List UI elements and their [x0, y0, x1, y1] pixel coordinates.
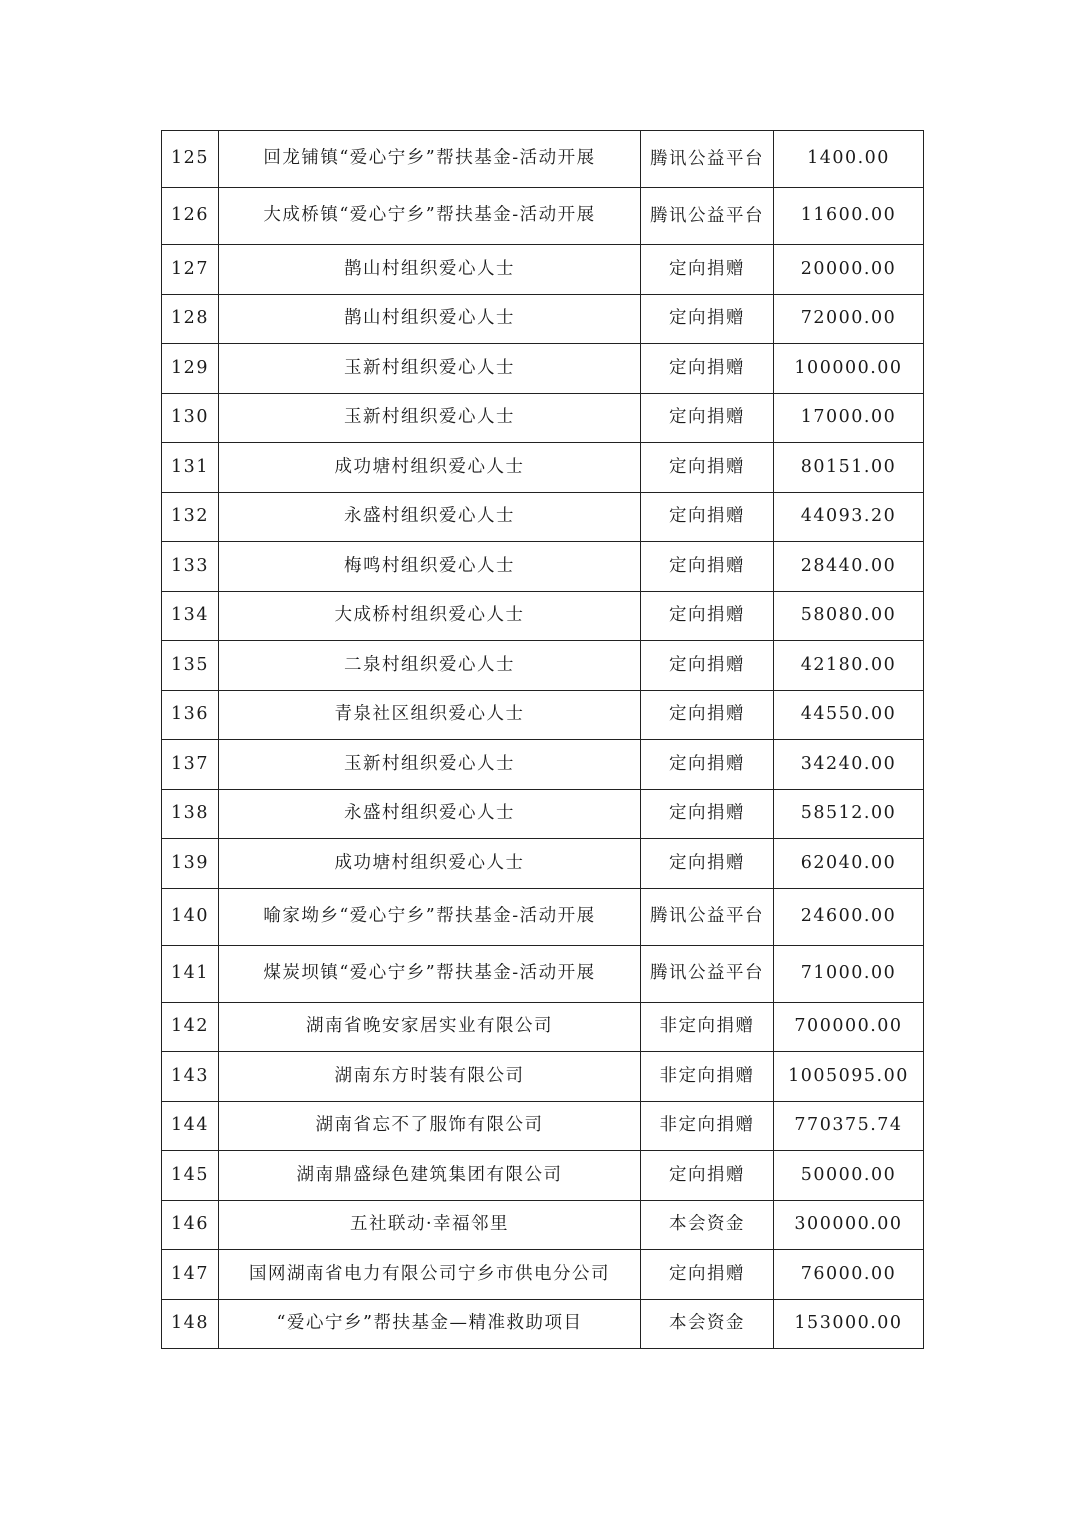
amount: 17000.00	[774, 393, 924, 443]
project-name: 永盛村组织爱心人士	[219, 492, 641, 542]
donation-table	[161, 130, 924, 1349]
row-number: 141	[162, 945, 219, 1002]
project-name: 梅鸣村组织爱心人士	[219, 542, 641, 592]
amount: 44550.00	[774, 690, 924, 740]
project-name: 湖南鼎盛绿色建筑集团有限公司	[219, 1151, 641, 1201]
row-number: 137	[162, 740, 219, 790]
table-row	[162, 294, 924, 344]
project-name: 回龙铺镇“爱心宁乡”帮扶基金-活动开展	[219, 131, 641, 188]
row-number: 146	[162, 1200, 219, 1250]
amount: 28440.00	[774, 542, 924, 592]
row-number: 131	[162, 443, 219, 493]
row-number: 145	[162, 1151, 219, 1201]
project-name: 鹊山村组织爱心人士	[219, 294, 641, 344]
row-number: 132	[162, 492, 219, 542]
row-number: 148	[162, 1299, 219, 1349]
row-number: 127	[162, 245, 219, 295]
row-number: 147	[162, 1250, 219, 1300]
project-name: 鹊山村组织爱心人士	[219, 245, 641, 295]
table-row	[162, 1200, 924, 1250]
table-row	[162, 1002, 924, 1052]
table-row	[162, 1151, 924, 1201]
funding-type: 定向捐赠	[641, 789, 774, 839]
project-name: 喻家坳乡“爱心宁乡”帮扶基金-活动开展	[219, 888, 641, 945]
project-name: 青泉社区组织爱心人士	[219, 690, 641, 740]
row-number: 133	[162, 542, 219, 592]
table-row	[162, 443, 924, 493]
amount: 76000.00	[774, 1250, 924, 1300]
funding-type: 非定向捐赠	[641, 1101, 774, 1151]
amount: 80151.00	[774, 443, 924, 493]
project-name: “爱心宁乡”帮扶基金—精准救助项目	[219, 1299, 641, 1349]
project-name: 玉新村组织爱心人士	[219, 740, 641, 790]
table-row	[162, 188, 924, 245]
funding-type: 定向捐赠	[641, 1250, 774, 1300]
amount: 58512.00	[774, 789, 924, 839]
table-row	[162, 1052, 924, 1102]
project-name: 大成桥镇“爱心宁乡”帮扶基金-活动开展	[219, 188, 641, 245]
project-name: 永盛村组织爱心人士	[219, 789, 641, 839]
project-name: 玉新村组织爱心人士	[219, 393, 641, 443]
table-row	[162, 1101, 924, 1151]
table-row	[162, 393, 924, 443]
row-number: 139	[162, 839, 219, 889]
row-number: 142	[162, 1002, 219, 1052]
amount: 44093.20	[774, 492, 924, 542]
table-row	[162, 1250, 924, 1300]
funding-type: 腾讯公益平台	[641, 131, 774, 188]
amount: 42180.00	[774, 641, 924, 691]
funding-type: 定向捐赠	[641, 542, 774, 592]
amount: 50000.00	[774, 1151, 924, 1201]
funding-type: 定向捐赠	[641, 1151, 774, 1201]
table-row	[162, 839, 924, 889]
table-row	[162, 641, 924, 691]
funding-type: 定向捐赠	[641, 839, 774, 889]
row-number: 126	[162, 188, 219, 245]
row-number: 128	[162, 294, 219, 344]
funding-type: 本会资金	[641, 1200, 774, 1250]
amount: 153000.00	[774, 1299, 924, 1349]
amount: 62040.00	[774, 839, 924, 889]
funding-type: 定向捐赠	[641, 344, 774, 394]
table-row	[162, 789, 924, 839]
row-number: 144	[162, 1101, 219, 1151]
funding-type: 腾讯公益平台	[641, 888, 774, 945]
funding-type: 腾讯公益平台	[641, 945, 774, 1002]
project-name: 煤炭坝镇“爱心宁乡”帮扶基金-活动开展	[219, 945, 641, 1002]
amount: 72000.00	[774, 294, 924, 344]
project-name: 成功塘村组织爱心人士	[219, 443, 641, 493]
amount: 1005095.00	[774, 1052, 924, 1102]
table-row	[162, 542, 924, 592]
amount: 300000.00	[774, 1200, 924, 1250]
project-name: 大成桥村组织爱心人士	[219, 591, 641, 641]
amount: 700000.00	[774, 1002, 924, 1052]
amount: 20000.00	[774, 245, 924, 295]
donation-table-body	[162, 131, 924, 1349]
project-name: 玉新村组织爱心人士	[219, 344, 641, 394]
funding-type: 非定向捐赠	[641, 1002, 774, 1052]
amount: 1400.00	[774, 131, 924, 188]
table-row	[162, 131, 924, 188]
table-row	[162, 492, 924, 542]
table-row	[162, 740, 924, 790]
funding-type: 定向捐赠	[641, 492, 774, 542]
project-name: 湖南省晚安家居实业有限公司	[219, 1002, 641, 1052]
funding-type: 定向捐赠	[641, 443, 774, 493]
funding-type: 本会资金	[641, 1299, 774, 1349]
row-number: 140	[162, 888, 219, 945]
amount: 71000.00	[774, 945, 924, 1002]
funding-type: 定向捐赠	[641, 245, 774, 295]
funding-type: 非定向捐赠	[641, 1052, 774, 1102]
row-number: 135	[162, 641, 219, 691]
table-row	[162, 888, 924, 945]
row-number: 125	[162, 131, 219, 188]
table-row	[162, 591, 924, 641]
table-row	[162, 344, 924, 394]
funding-type: 定向捐赠	[641, 393, 774, 443]
funding-type: 腾讯公益平台	[641, 188, 774, 245]
project-name: 湖南东方时装有限公司	[219, 1052, 641, 1102]
amount: 58080.00	[774, 591, 924, 641]
row-number: 136	[162, 690, 219, 740]
funding-type: 定向捐赠	[641, 740, 774, 790]
project-name: 湖南省忘不了服饰有限公司	[219, 1101, 641, 1151]
amount: 24600.00	[774, 888, 924, 945]
project-name: 五社联动·幸福邻里	[219, 1200, 641, 1250]
amount: 11600.00	[774, 188, 924, 245]
row-number: 129	[162, 344, 219, 394]
project-name: 国网湖南省电力有限公司宁乡市供电分公司	[219, 1250, 641, 1300]
funding-type: 定向捐赠	[641, 641, 774, 691]
row-number: 138	[162, 789, 219, 839]
funding-type: 定向捐赠	[641, 294, 774, 344]
table-row	[162, 245, 924, 295]
funding-type: 定向捐赠	[641, 591, 774, 641]
project-name: 二泉村组织爱心人士	[219, 641, 641, 691]
amount: 770375.74	[774, 1101, 924, 1151]
amount: 100000.00	[774, 344, 924, 394]
amount: 34240.00	[774, 740, 924, 790]
project-name: 成功塘村组织爱心人士	[219, 839, 641, 889]
row-number: 134	[162, 591, 219, 641]
table-row	[162, 690, 924, 740]
row-number: 130	[162, 393, 219, 443]
row-number: 143	[162, 1052, 219, 1102]
funding-type: 定向捐赠	[641, 690, 774, 740]
table-row	[162, 945, 924, 1002]
table-row	[162, 1299, 924, 1349]
